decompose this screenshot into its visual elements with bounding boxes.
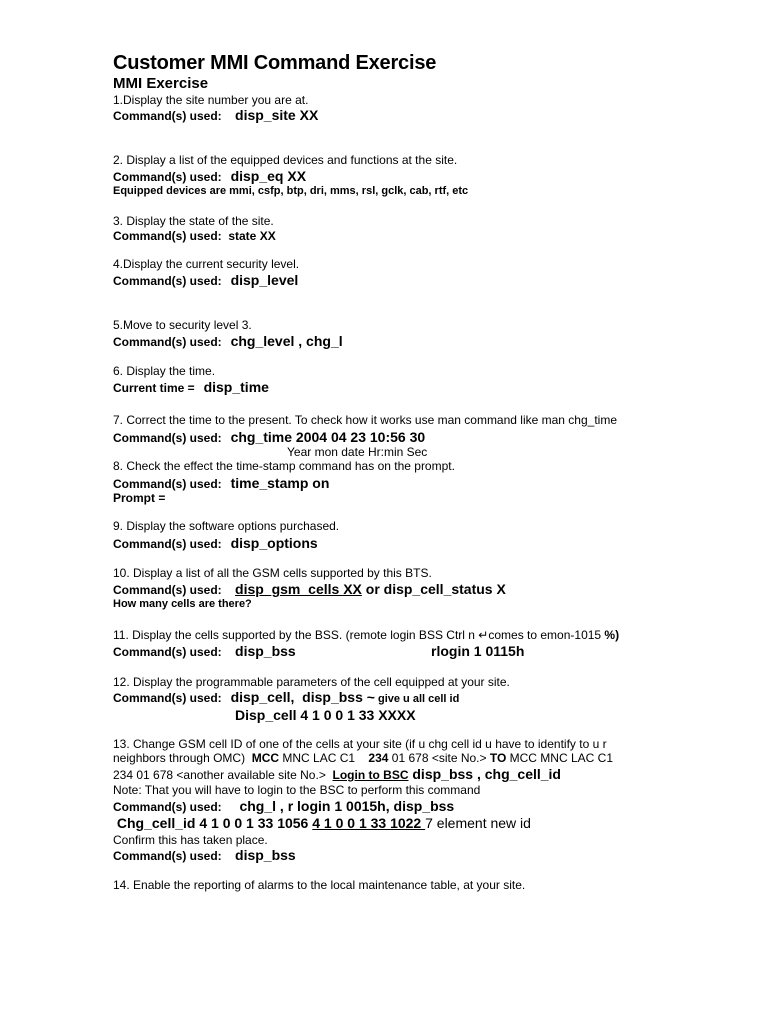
text: 234 01 678 <another available site No.> (113, 768, 333, 782)
question-5: 5.Move to security level 3. (113, 318, 252, 332)
answer-1 (113, 108, 318, 124)
document-title: Customer MMI Command Exercise (113, 52, 437, 74)
question-13-line-3 (113, 767, 561, 783)
answer-13 (113, 799, 454, 815)
command-alternative: or disp_cell_status X (361, 581, 506, 597)
question-12: 12. Display the programmable parameters of the cell equipped at your site. (113, 675, 510, 689)
new-cell-id: 4 1 0 0 1 33 1022 (312, 815, 426, 831)
command-label: Command(s) used: (113, 170, 222, 184)
note-10: How many cells are there? (113, 598, 252, 610)
note-2: Equipped devices are mmi, csfp, btp, dri, mms, rsl, gclk, cab, rtf, etc (113, 185, 469, 197)
command-value: disp_time (203, 379, 269, 395)
question-11-text-cont: comes to emon-1015 (488, 628, 605, 642)
command-label: Command(s) used: (113, 691, 222, 705)
command-label: Command(s) used: (113, 335, 222, 349)
command-label: Command(s) used: (113, 800, 222, 814)
text: 01 678 <site No.> (388, 751, 490, 765)
question-8: 8. Check the effect the time-stamp command has on the prompt. (113, 459, 455, 473)
text: neighbors through OMC) (113, 751, 252, 765)
question-14: 14. Enable the reporting of alarms to the local maintenance table, at your site. (113, 878, 526, 892)
question-9: 9. Display the software options purchased. (113, 519, 340, 533)
rlogin-command: rlogin 1 0115h (431, 643, 525, 659)
answer-12 (113, 690, 459, 706)
command-value: chg_time 2004 04 23 10:56 30 (230, 429, 426, 445)
time-format-hint: Year mon date Hr:min Sec (287, 445, 428, 459)
command-value: disp_eq XX (230, 168, 307, 184)
answer-7 (113, 430, 425, 446)
command-value: time_stamp on (230, 475, 330, 491)
chg-cell-id-command (113, 816, 531, 832)
question-13-line-1: 13. Change GSM cell ID of one of the cells at your site (if u chg cell id u have to identify to u r (113, 737, 607, 751)
command-label: Command(s) used: (113, 645, 222, 659)
command-label: Command(s) used: (113, 274, 222, 288)
answer-13-confirm (113, 848, 296, 864)
question-7: 7. Correct the time to the present. To check how it works use man command like man chg_time (113, 413, 617, 427)
question-10: 10. Display a list of all the GSM cells supported by this BTS. (113, 566, 432, 580)
answer-4 (113, 273, 298, 289)
answer-3: Command(s) used: state XX (113, 229, 276, 243)
command-value: disp_bss (235, 643, 296, 659)
answer-8 (113, 476, 329, 492)
command-label: Command(s) used: (113, 849, 222, 863)
command-value: chg_l , r login 1 0015h, disp_bss (239, 798, 455, 814)
question-1: 1.Display the site number you are at. (113, 93, 309, 107)
answer-9 (113, 536, 318, 552)
command-value: chg_level , chg_l (230, 333, 343, 349)
answer-10 (113, 582, 506, 598)
prompt-label: Prompt = (113, 491, 166, 505)
question-11-text: 11. Display the cells supported by the BSS. (remote login BSS Ctrl n (113, 628, 479, 642)
command-label: Command(s) used: (113, 537, 222, 551)
command-value: disp_cell, disp_bss ~ (230, 689, 375, 705)
to-label: TO (489, 751, 507, 765)
confirm-text: Confirm this has taken place. (113, 833, 268, 847)
login-to-bsc-label: Login to BSC (332, 768, 409, 782)
command-value: disp_level (230, 272, 299, 288)
command-value: disp_options (230, 535, 318, 551)
note-12: give u all cell id (374, 693, 460, 705)
answer-6 (113, 380, 269, 396)
mcc-value: 234 (368, 751, 389, 765)
answer-11 (113, 644, 296, 660)
command-label: Command(s) used: (113, 109, 222, 123)
current-time-label: Current time = (113, 381, 195, 395)
disp-cell-command: Disp_cell 4 1 0 0 1 33 XXXX (235, 707, 416, 723)
new-id-note: 7 element new id (425, 815, 531, 831)
answer-5 (113, 334, 343, 350)
command-value: disp_gsm_cells XX (235, 581, 362, 597)
command-value: disp_site XX (235, 107, 319, 123)
question-2: 2. Display a list of the equipped devices and functions at the site. (113, 153, 458, 167)
command-label: Command(s) used: (113, 583, 222, 597)
command-value: disp_bss (235, 847, 296, 863)
enter-key-icon: ↵ (478, 628, 489, 642)
text: MCC MNC LAC C1 (506, 751, 613, 765)
mcc-label: MCC (251, 751, 280, 765)
command-label: Command(s) used: (113, 431, 222, 445)
section-heading: MMI Exercise (113, 75, 209, 92)
note-13: Note: That you will have to login to the BSC to perform this command (113, 783, 481, 797)
question-4: 4.Display the current security level. (113, 257, 300, 271)
question-11 (113, 629, 619, 641)
command-label: Command(s) used: (113, 477, 222, 491)
inline-command: disp_bss , chg_cell_id (408, 766, 561, 782)
question-3: 3. Display the state of the site. (113, 214, 274, 228)
old-cell-id: Chg_cell_id 4 1 0 0 1 33 1056 (113, 815, 313, 831)
text: MNC LAC C1 (279, 751, 369, 765)
answer-2 (113, 169, 306, 185)
question-6: 6. Display the time. (113, 364, 216, 378)
question-11-end: %) (604, 628, 620, 642)
question-13-line-2 (113, 752, 613, 764)
